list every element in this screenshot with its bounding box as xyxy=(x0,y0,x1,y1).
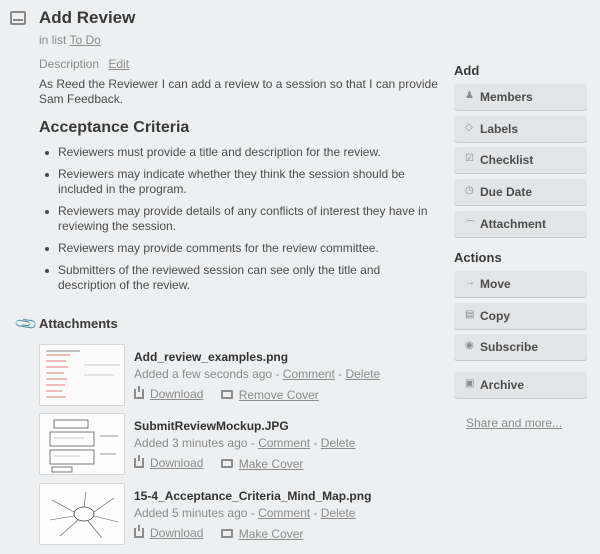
criteria-item: Submitters of the reviewed session can see only the title and description of the review. xyxy=(39,263,439,293)
download-label: Download xyxy=(150,456,204,470)
attachment-thumbnail[interactable] xyxy=(39,483,125,545)
download-button[interactable] xyxy=(134,387,203,401)
download-label: Download xyxy=(150,526,204,540)
attachments-heading: Attachments xyxy=(39,316,118,331)
in-list-prefix: in list xyxy=(39,33,67,47)
delete-link[interactable]: Delete xyxy=(345,367,381,381)
criteria-item: Reviewers must provide a title and description for the review. xyxy=(39,145,439,160)
download-label: Download xyxy=(150,387,204,401)
description-header xyxy=(39,57,129,71)
subscribe-button[interactable] xyxy=(454,334,587,360)
attachment-added: Added a few seconds ago xyxy=(134,367,273,381)
delete-link[interactable]: Delete xyxy=(320,506,356,520)
attachment-label: Attachment xyxy=(480,217,547,231)
comment-link[interactable]: Comment xyxy=(258,436,311,450)
attachment-thumbnail[interactable] xyxy=(39,344,125,406)
card-icon: ▤ xyxy=(465,309,475,320)
tag-icon: ◇ xyxy=(465,122,473,133)
labels-button[interactable] xyxy=(454,116,587,142)
cover-label: Make Cover xyxy=(238,456,304,471)
cover-label: Remove Cover xyxy=(238,387,319,402)
checklist-label: Checklist xyxy=(480,153,534,167)
actions-heading: Actions xyxy=(454,250,502,265)
attachment-name[interactable]: SubmitReviewMockup.JPG xyxy=(134,419,289,433)
checklist-icon: ☑ xyxy=(465,153,474,164)
attachment-thumbnail[interactable] xyxy=(39,413,125,475)
person-icon: ♟ xyxy=(465,90,474,101)
move-label: Move xyxy=(480,277,511,291)
cover-icon xyxy=(221,459,233,468)
card-icon xyxy=(10,11,26,25)
cover-label: Make Cover xyxy=(238,526,304,541)
in-list-text xyxy=(39,33,101,47)
remove-cover-button[interactable] xyxy=(221,388,319,402)
attachment-actions xyxy=(134,456,317,471)
delete-link[interactable]: Delete xyxy=(320,436,356,450)
attachment-actions xyxy=(134,526,317,541)
comment-link[interactable]: Comment xyxy=(258,506,311,520)
make-cover-button[interactable] xyxy=(221,527,304,541)
archive-icon: ▣ xyxy=(465,378,475,389)
criteria-item: Reviewers may indicate whether they think the session should be included in the program. xyxy=(39,167,439,197)
download-icon xyxy=(134,528,144,538)
move-button[interactable] xyxy=(454,271,587,297)
attachment-item xyxy=(39,344,439,408)
attachment-meta: Added 3 minutes ago - Comment - Delete xyxy=(134,436,356,450)
attachment-name[interactable]: Add_review_examples.png xyxy=(134,350,289,364)
paperclip-icon: ⌒ xyxy=(465,221,475,232)
copy-label: Copy xyxy=(480,309,510,323)
arrow-right-icon: → xyxy=(465,277,475,288)
paperclip-icon: 📎 xyxy=(14,311,40,337)
card-title[interactable]: Add Review xyxy=(39,8,136,27)
attachment-added: Added 3 minutes ago xyxy=(134,436,248,450)
comment-link[interactable]: Comment xyxy=(282,367,335,381)
checklist-button[interactable] xyxy=(454,147,587,173)
acceptance-criteria-heading: Acceptance Criteria xyxy=(39,119,190,136)
attachment-button[interactable] xyxy=(454,211,587,237)
attachment-item xyxy=(39,483,439,547)
attachment-actions xyxy=(134,387,333,402)
cover-icon xyxy=(221,390,233,399)
attachment-name[interactable]: 15-4_Acceptance_Criteria_Mind_Map.png xyxy=(134,489,372,503)
labels-label: Labels xyxy=(480,122,519,136)
edit-description-link[interactable]: Edit xyxy=(108,57,130,71)
members-label: Members xyxy=(480,90,533,104)
cover-icon xyxy=(221,529,233,538)
due-date-label: Due Date xyxy=(480,185,533,199)
criteria-item: Reviewers may provide comments for the review committee. xyxy=(39,241,439,256)
list-link[interactable]: To Do xyxy=(69,33,101,47)
download-button[interactable] xyxy=(134,526,203,540)
make-cover-button[interactable] xyxy=(221,457,304,471)
description-label: Description xyxy=(39,57,100,71)
copy-button[interactable] xyxy=(454,303,587,329)
download-button[interactable] xyxy=(134,456,203,470)
attachment-item xyxy=(39,413,439,477)
clock-icon: ◷ xyxy=(465,185,474,196)
archive-button[interactable] xyxy=(454,372,587,398)
description-text[interactable]: As Reed the Reviewer I can add a review to a session so that I can provide Sam Feedback. xyxy=(39,77,438,106)
archive-label: Archive xyxy=(480,378,525,392)
add-heading: Add xyxy=(454,63,480,78)
download-icon xyxy=(134,389,144,399)
acceptance-criteria-list xyxy=(39,145,439,300)
eye-icon: ◉ xyxy=(465,340,474,351)
criteria-item: Reviewers may provide details of any conflicts of interest they have in reviewing the session. xyxy=(39,204,439,234)
attachment-meta: Added a few seconds ago - Comment - Delete xyxy=(134,367,381,381)
download-icon xyxy=(134,458,144,468)
attachment-added: Added 5 minutes ago xyxy=(134,506,248,520)
attachment-meta: Added 5 minutes ago - Comment - Delete xyxy=(134,506,356,520)
members-button[interactable] xyxy=(454,84,587,110)
due-date-button[interactable] xyxy=(454,179,587,205)
subscribe-label: Subscribe xyxy=(480,340,539,354)
share-and-more-link[interactable]: Share and more... xyxy=(466,416,563,430)
